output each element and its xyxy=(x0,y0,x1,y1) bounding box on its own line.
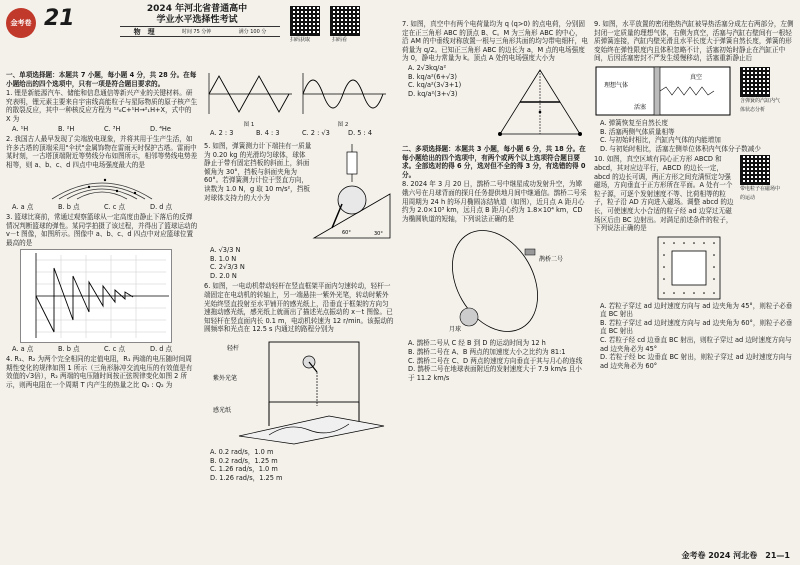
option: A. 2 : 3 xyxy=(210,129,234,138)
option: D. 2.0 N xyxy=(210,271,237,280)
option: C. 1.26 rad/s，1.0 m xyxy=(210,465,278,474)
option: B. 4 : 3 xyxy=(256,129,280,138)
satellite-label: 鹊桥二号 xyxy=(539,256,564,264)
q3-options xyxy=(12,345,198,354)
section-2-title: 二、多项选择题：本题共 3 小题，每小题 6 分，共 18 分。在每小题给出的四个选项中，有两个或两个以上选项符合题目要求。全部选对的得 6 分，选对但不全的得 3 分，有选错的得 0 分。 xyxy=(402,144,586,179)
time-label: 时间 75 分钟 xyxy=(181,29,212,35)
option: C. 与初始时相比，汽缸内气体的内能增加 xyxy=(600,136,721,145)
option: D. d 点 xyxy=(150,344,173,353)
option: A. 若粒子穿过 ad 边时速度方向与 ad 边夹角为 45°，则粒子必垂直 BC 射出 xyxy=(600,301,793,319)
option: C. c 点 xyxy=(104,344,126,353)
logo-text: 金考卷 xyxy=(10,19,32,27)
option: D. kq/a²(3+√3) xyxy=(408,89,458,98)
option: A. 弹簧恢复至自然长度 xyxy=(600,118,668,127)
option: D. 鹊桥二号在地球表面附近的发射速度大于 7.9 km/s 且小于 11.2 km/s xyxy=(408,365,582,382)
qr-code-q10[interactable] xyxy=(740,155,770,185)
qr-q10-label: 带电粒子在磁场中的运动 xyxy=(740,186,781,201)
option: A. a 点 xyxy=(12,202,34,211)
cylinder-figure xyxy=(594,65,734,117)
fig2-caption: 图 2 xyxy=(337,121,349,128)
option: A. 鹊桥二号从 C 经 B 到 D 的运动时间为 12 h xyxy=(408,339,546,348)
question-10: 10. 如图，真空区域有同心正方形 ABCD 和 abcd，其对应边平行，ABCD 的边长一定，abcd 的边长可调，两正方形之间充满恒定匀强磁场，方向垂直于正方形所在平面。A 处有一个粒子源，可逐个发射速度不等、比荷相等的粒子，粒子沿 AD 方向进入磁场。调整 abcd 的边长，可使速度大小合适的粒子经 ad 边穿过无磁场区后由 BC 边射出。对满足前述条件的粒子，下列说法正确的是 xyxy=(594,155,734,233)
question-7: 7. 如图，真空中有两个电荷量均为 q (q>0) 的点电荷，分别固定在正三角形 ABC 的顶点 B、C。M 为三角形 ABC 的中心，沿 AM 的中垂线对称放置一根与三角形共面的均匀带电细杆，电荷量为 q/2。已知正三角形 ABC 的边长为 a，M 点的电场强度为 0，静电力常量为 k。顶点 A 处的电场强度大小为 xyxy=(402,20,588,63)
option: C. 2 : √3 xyxy=(302,129,330,138)
option: C. ³H xyxy=(104,124,121,133)
question-4: 4. R₁、R₂ 为两个完全相同的定值电阻，R₁ 两端的电压随时间周期性变化的规律如图 1 所示（三角形脉冲交流电压的有效值是有效值的√3倍），R₂ 两端的电压随时间按正弦规律变化如图 2 所示，则两电阻在一个周期 T 内产生的热量之比 Q₁ : Q₂ 为 xyxy=(6,355,193,389)
option: B. kq/a²(6+√3) xyxy=(408,72,457,81)
subject-label: 物 理 xyxy=(133,27,155,36)
option: D. d 点 xyxy=(150,202,173,211)
triangle-charge-figure xyxy=(490,64,588,144)
q5-options xyxy=(210,246,394,280)
column-3 xyxy=(402,20,588,384)
vt-graph-figure xyxy=(20,249,172,343)
angle-60-label: 60° xyxy=(342,230,351,236)
qr-q9-label: 含弹簧的汽缸内气体状态分析 xyxy=(740,98,781,113)
question-8: 8. 2024 年 3 月 20 日，鹊桥二号中继星成功发射升空，为嫦娥六号在月球背面的探月任务提供地月间中继通信。鹊桥二号采用周期为 24 h 的环月椭圆冻结轨道（如图），近月点 A 距月心约为 2.0×10³ km，远月点 B 距月心约为 1.8×10⁴ km，CD 为椭圆轨道的短轴，下列说法正确的是 xyxy=(402,180,587,223)
piston-label: 活塞 xyxy=(634,103,647,111)
section-1-title: 一、单项选择题：本题共 7 小题，每小题 4 分，共 28 分。在每小题给出的四个选项中，只有一项是符合题目要求的。 xyxy=(6,71,197,88)
question-2: 2. 我国古人最早发现了尖端放电现象，并将其用于生产生活，如许多古塔的顶端采用"伞状"金属饰物在雷雨天时保护古塔。雷雨中某时刻，一古塔顶端附近等势线分布如图所示，相邻等势线电势差相等，则 a、b、c、d 四点中电场强度最大的是 xyxy=(6,135,198,169)
option: D. 1.26 rad/s，1.25 m xyxy=(210,473,283,482)
question-6: 6. 如图，一电动机带动轻杆在竖直框架平面内匀速转动，轻杆一端固定在电动机的转轴上，另一端悬挂一紫外光笔，转动时紫外光始终竖直投射至水平铺开的感光纸上，沿垂直于框架的方向匀速拖动感光纸，感光纸上就画出了描述光点振动的 x－t 图像。已知轻杆在竖直面内长 0.1 m，电动机转速为 12 r/min。该振动的圆频率和光点在 12.5 s 内通过的路程分别为 xyxy=(204,282,394,334)
option: A. √3/3 N xyxy=(210,246,241,254)
equipotential-figure xyxy=(47,171,157,201)
paper-title xyxy=(112,4,282,26)
q9-options xyxy=(600,119,794,153)
q6-options xyxy=(210,448,394,482)
option: C. 若粒子经 cd 边垂直 BC 射出，则粒子穿过 ad 边时速度方向与 ad 边夹角必为 45° xyxy=(600,336,792,353)
page-footer: 金考卷 2024 河北卷 21—1 xyxy=(681,551,790,560)
exam-header xyxy=(0,0,400,68)
option: C. c 点 xyxy=(104,202,126,211)
title-line-2: 学业水平选择性考试 xyxy=(156,15,238,25)
question-5: 5. 如图，弹簧测力计下端挂有一质量为 0.20 kg 的光滑均匀球体，球体静止于带有固定挡板的斜面上，斜面倾角为 30°，挡板与斜面夹角为 60°。若弹簧测力计位于竖直方向，读数为 1.0 N，g 取 10 m/s²，挡板对球体支持力的大小为 xyxy=(204,142,312,202)
option: B. 若粒子穿过 ad 边时速度方向与 ad 边夹角为 60°，则粒子必垂直 BC 射出 xyxy=(600,318,793,336)
option: D. 若粒子经 bc 边垂直 BC 射出，则粒子穿过 ad 边时速度方向与 ad 边夹角必为 60° xyxy=(600,353,792,370)
column-1 xyxy=(6,70,198,390)
option: D. 5 : 4 xyxy=(348,129,373,138)
column-2 xyxy=(204,142,394,484)
option: C. kq/a²(3√3+1) xyxy=(408,81,462,90)
option: D. ⁴He xyxy=(150,124,171,133)
score-label: 满分 100 分 xyxy=(238,29,267,35)
publisher-logo xyxy=(6,8,36,38)
option: B. b 点 xyxy=(58,202,80,211)
angle-30-label: 30° xyxy=(374,231,383,237)
option: C. 2√3/3 N xyxy=(210,263,245,272)
qr-code-2[interactable] xyxy=(330,6,360,36)
vacuum-label: 真空 xyxy=(690,73,703,81)
title-line-1: 2024 年河北省普通高中 xyxy=(146,4,248,14)
question-3: 3. 篮球比赛前，常通过观察篮球从一定高度由静止下落后的反弹情况判断篮球的弹性。某同学拍摄了该过程，并得出了篮球运动的 v－t 图像，如图所示。图像中 a、b、c、d 四点中对应篮球位置最高的是 xyxy=(6,213,198,247)
option: B. ²H xyxy=(58,124,75,133)
moon-label: 月球 xyxy=(449,326,462,334)
fig2-sine-wave xyxy=(298,70,388,118)
subject-bar xyxy=(120,26,280,37)
paper-number: 21 xyxy=(44,6,75,31)
question-1: 1. 锂是新能源汽车、储能和信息通信等新兴产业的关键材料。研究表明，锂元素主要来自宇宙线高能粒子与星际物质的原子核产生的散裂反应，其中一种核反应方程为 ¹²₆C+¹H→²₁H+X，式中的 X 为 xyxy=(6,89,198,123)
question-9: 9. 如图，水平放置的密闭绝热汽缸被导热活塞分成左右两部分，左侧封闭一定质量的理想气体，右侧为真空，活塞与汽缸右壁间有一根轻质弹簧连接，汽缸内壁光滑且水平长度大于弹簧自然长度，弹簧的形变始终在弹性限度内且体积忽略不计，活塞初始时静止在汽缸正中间，后因活塞密封不严发生缓慢移动，活塞重新静止后 xyxy=(594,20,794,63)
option: A. 2√3kq/a² xyxy=(408,63,447,72)
uv-pen-label: 紫外光笔 xyxy=(213,374,238,382)
q4-figures xyxy=(204,70,394,140)
rod-label: 轻杆 xyxy=(227,344,240,352)
option: D. 与初始时相比，活塞左侧单位体积内气体分子数减少 xyxy=(600,144,761,153)
option: A. ¹H xyxy=(12,124,29,133)
gas-label: 理想气体 xyxy=(604,81,629,89)
q4-options xyxy=(210,129,394,138)
qr-code-q9[interactable] xyxy=(740,67,770,97)
qr-code[interactable] xyxy=(290,6,320,36)
q8-options xyxy=(408,339,588,382)
paper-label: 感光纸 xyxy=(213,406,232,414)
incline-figure xyxy=(312,142,392,246)
fig1-caption: 图 1 xyxy=(243,121,255,128)
option: A. a 点 xyxy=(12,344,34,353)
q10-options xyxy=(600,302,794,371)
q7-options xyxy=(408,64,490,142)
fig1-triangle-wave xyxy=(204,70,294,118)
option: B. 0.2 rad/s，1.25 m xyxy=(210,456,278,465)
option: A. 0.2 rad/s，1.0 m xyxy=(210,447,274,456)
option: B. 活塞两侧气体质量相等 xyxy=(600,127,675,136)
orbit-figure xyxy=(405,225,585,337)
q2-options xyxy=(12,203,198,212)
square-field-figure xyxy=(654,235,734,301)
uv-pen-figure xyxy=(209,336,389,446)
option: B. 1.0 N xyxy=(210,254,237,263)
q1-options xyxy=(12,125,198,134)
column-4 xyxy=(594,20,794,372)
option: C. 鹊桥二号在 C、D 两点的速度方向垂直于其与月心的连线 xyxy=(408,356,583,365)
qr-label: 扫码获取 xyxy=(290,37,311,43)
qr-label-2: 扫码看 xyxy=(332,37,348,43)
option: B. b 点 xyxy=(58,344,80,353)
option: B. 鹊桥二号在 A、B 两点的加速度大小之比约为 81:1 xyxy=(408,347,566,356)
